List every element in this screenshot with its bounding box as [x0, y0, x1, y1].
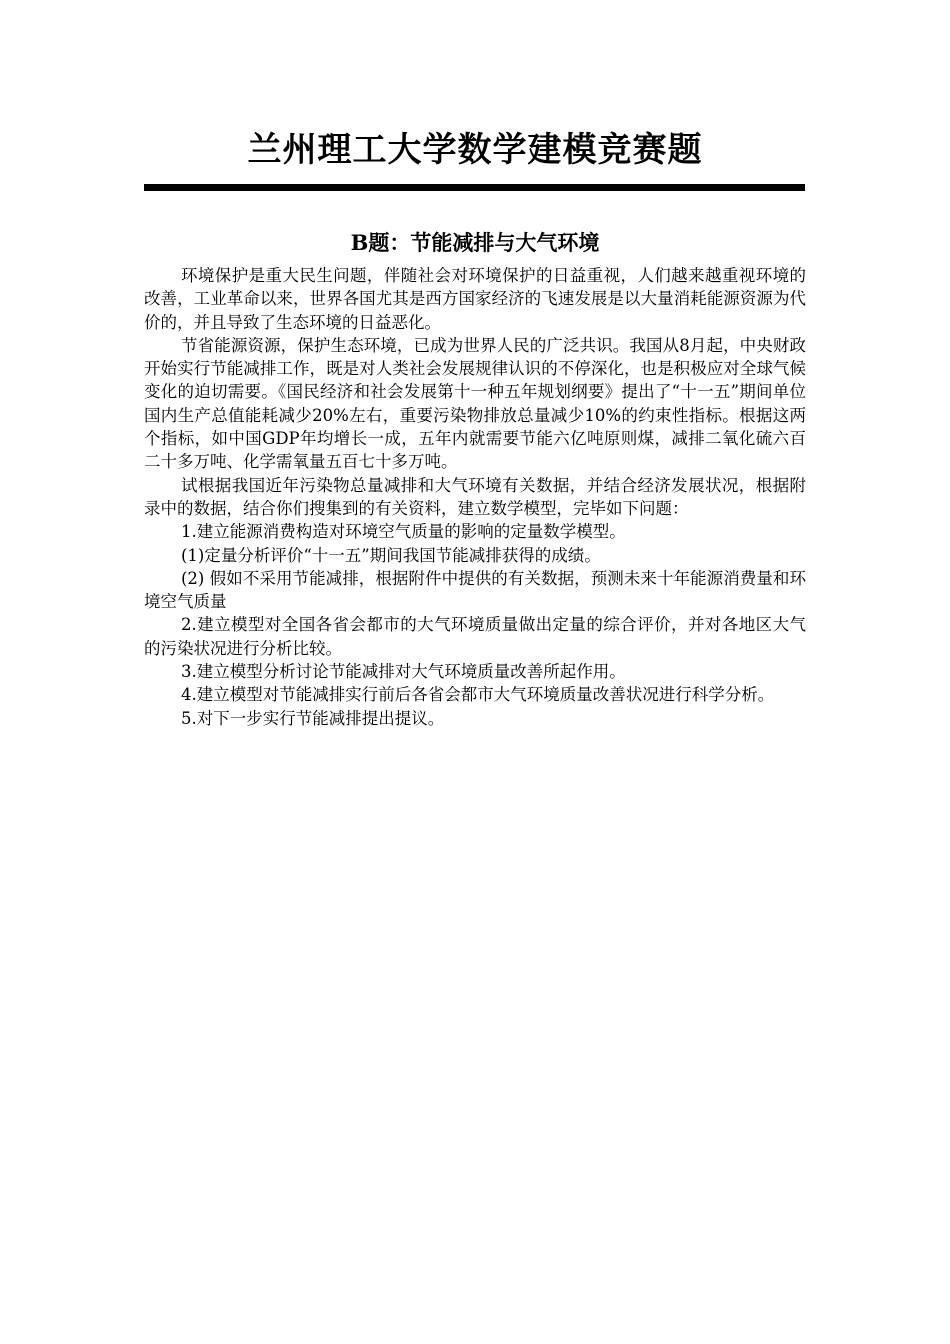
document-title: 兰州理工大学数学建模竞赛题 [247, 130, 703, 170]
paragraph-task: 试根据我国近年污染物总量减排和大气环境有关数据，并结合经济发展状况，根据附录中的数据，结合你们搜集到的有关资料，建立数学模型，完毕如下问题： [144, 475, 806, 518]
question-2: 2.建立模型对全国各省会都市的大气环境质量做出定量的综合评价，并对各地区大气的污染状况进行分析比较。 [144, 615, 806, 658]
title-underline-rule [144, 184, 805, 191]
question-1-part-1: (1)定量分析评价“十一五”期间我国节能减排获得的成绩。 [181, 545, 601, 565]
document-body [144, 264, 806, 730]
paragraph-background: 节省能源资源，保护生态环境，已成为世界人民的广泛共识。我国从8月起，中央财政开始实行节能减排工作，既是对人类社会发展规律认识的不停深化，也是积极应对全球气候变化的迫切需要。《国民经济和社会发展第十一种五年规划纲要》提出了“十一五”期间单位国内生产总值能耗减少20%左右，重要污染物排放总量减少10%的约束性指标。根据这两个指标，如中国GDP年均增长一成，五年内就需要节能六亿吨原则煤，减排二氧化硫六百二十多万吨、化学需氧量五百七十多万吨。 [144, 335, 806, 472]
question-3: 3.建立模型分析讨论节能减排对大气环境质量改善所起作用。 [181, 662, 626, 682]
question-1-part-2: (2) 假如不采用节能减排，根据附件中提供的有关数据，预测未来十年能源消费量和环境空气质量 [144, 568, 806, 612]
section-heading: B题：节能减排与大气环境 [350, 230, 600, 255]
question-1: 1.建立能源消费构造对环境空气质量的影响的定量数学模型。 [181, 522, 626, 542]
paragraph-intro: 环境保护是重大民生问题，伴随社会对环境保护的日益重视，人们越来越重视环境的改善，工业革命以来，世界各国尤其是西方国家经济的飞速发展是以大量消耗能源资源为代价的，并且导致了生态环境的日益恶化。 [144, 266, 806, 332]
question-4: 4.建立模型对节能减排实行前后各省会都市大气环境质量改善状况进行科学分析。 [181, 685, 775, 705]
question-5: 5.对下一步实行节能减排提出提议。 [181, 708, 445, 728]
